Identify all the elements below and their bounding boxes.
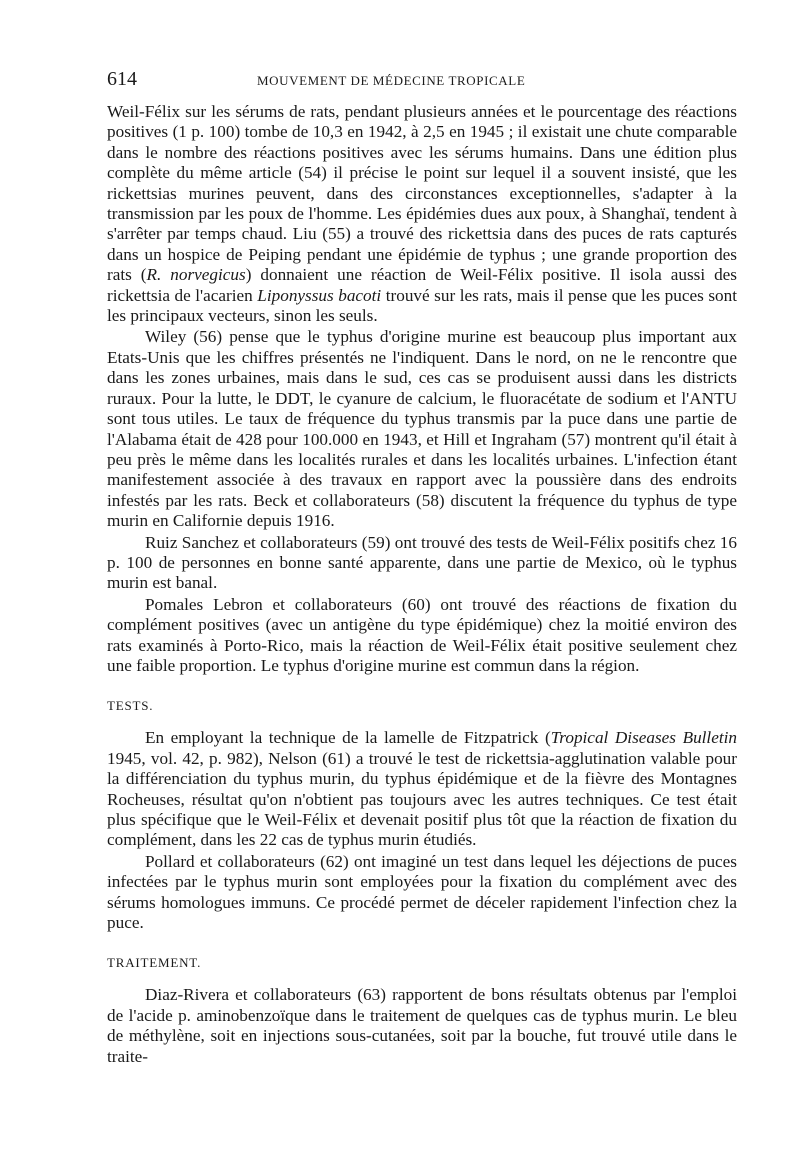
- running-title: MOUVEMENT DE MÉDECINE TROPICALE: [257, 73, 526, 88]
- paragraph-pomales-lebron: Pomales Lebron et collaborateurs (60) ont trouvé des réactions de fixation du complément positives (avec un antigène du type épidémique) chez la moitié environ des rats examinés à Porto-Rico, mais la réaction de Weil-Félix était positive seulement chez une faible proportion. Le typhus d'origine murine est commun dans la région.: [107, 594, 737, 675]
- paragraph-pollard: Pollard et collaborateurs (62) ont imaginé un test dans lequel les déjections de puces infectées par le typhus murin sont employées pour la fixation du complément avec des sérums homologues immuns. Ce procédé permet de déceler rapidement l'infection chez la puce.: [107, 851, 737, 933]
- section-heading-traitement: TRAITEMENT.: [107, 955, 202, 971]
- paragraph-weil-felix: Weil-Félix sur les sérums de rats, pendant plusieurs années et le pourcentage des réactions positives (1 p. 100) tombe de 10,3 en 1942, à 2,5 en 1945 ; il existait une chute comparable dans le nombre des réactions positives avec les sérums humains. Dans une édition plus complète du même article (54) il précise le point sur lequel il a souvent insisté, que les rickettsias murines peuvent, dans des circonstances exceptionnelles, s'adapter à la transmission par les poux de l'homme. Les épidémies dues aux poux, à Shanghaï, tendent à s'arrêter par temps chaud. Liu (55) a trouvé des rickettsia dans des puces de rats capturés dans un hospice de Peiping pendant une épidémie de typhus ; une grande proportion des rats (R. norvegicus) donnaient une réaction de Weil-Félix positive. Il isola aussi des rickettsia de l'acarien Liponyssus bacoti trouvé sur les rats, mais il pense que les puces sont les principaux vecteurs, sinon les seuls.: [107, 102, 737, 326]
- paragraph-ruiz-sanchez: Ruiz Sanchez et collaborateurs (59) ont trouvé des tests de Weil-Félix positifs chez 16 p. 100 de personnes en bonne santé apparente, dans une partie de Mexico, où le typhus murin est banal.: [107, 532, 737, 593]
- species-name: Liponyssus bacoti: [257, 285, 382, 305]
- section-heading-tests: TESTS.: [107, 698, 154, 714]
- paragraph-wiley: Wiley (56) pense que le typhus d'origine murine est beaucoup plus important aux Etats-Unis que les chiffres présentés ne l'indiquent. Dans le nord, on ne le rencontre que dans les zones urbaines, mais dans le sud, ces cas se produisent aussi dans les districts ruraux. Pour la lutte, le DDT, le cyanure de calcium, le fluoracétate de sodium et l'ANTU sont tous utiles. Le taux de fréquence du typhus transmis par la puce dans une partie de l'Alabama était de 428 pour 100.000 en 1943, et Hill et Ingraham (57) montrent qu'il était à peu près le même dans les localités rurales et dans les localités urbaines. L'infection étant manifestement associée à des travaux en rapport avec la poussière dans des endroits infestés par les rats. Beck et collaborateurs (58) discutent la fréquence du typhus de type murin en Californie depuis 1916.: [107, 327, 737, 531]
- paragraph-nelson: En employant la technique de la lamelle de Fitzpatrick (Tropical Diseases Bulletin 1945, vol. 42, p. 982), Nelson (61) a trouvé le test de rickettsia-agglutination valable pour la différenciation du typhus murin, du typhus épidémique et de la fièvre des Montagnes Rocheuses, résultat qu'on n'obtient pas toujours avec les autres techniques. Ce test était plus spécifique que le Weil-Félix et devenait positif plus tôt que la réaction de fixation du complément, dans les 22 cas de typhus murin étudiés.: [107, 728, 737, 850]
- document-page: [107, 68, 737, 1067]
- species-name: R. norvegicus: [146, 265, 246, 285]
- page-header: [107, 68, 737, 96]
- page-number: 614: [107, 68, 137, 90]
- paragraph-diaz-rivera: Diaz-Rivera et collaborateurs (63) rapportent de bons résultats obtenus par l'emploi de l'acide p. aminobenzoïque dans le traitement de quelques cas de typhus murin. Le bleu de méthylène, soit en injections sous-cutanées, soit par la bouche, fut trouvé utile dans le traite-: [107, 985, 737, 1066]
- journal-title: Tropical Diseases Bulletin: [550, 728, 737, 748]
